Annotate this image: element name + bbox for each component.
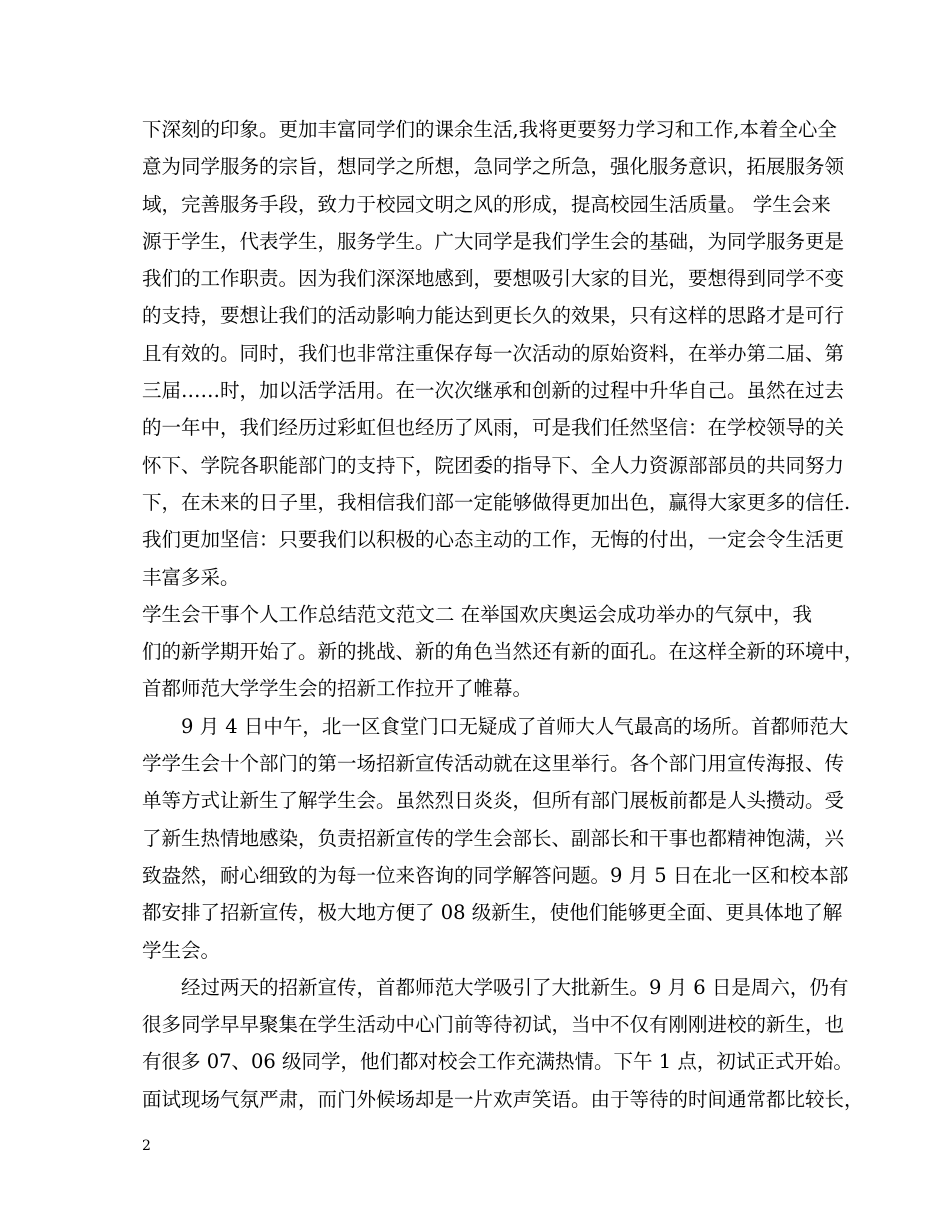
text-line: 首都师范大学学生会的招新工作拉开了帷幕。 <box>142 677 533 701</box>
text-line: 都安排了招新宣传，极大地方便了 08 级新生，使他们能够更全面、更具体地了解 <box>142 901 843 925</box>
text-line: 有很多 07、06 级同学，他们都对校会工作充满热情。下午 1 点，初试正式开始。 <box>142 1050 853 1074</box>
text-line: 们的新学期开始了。新的挑战、新的角色当然还有新的面孔。在这样全新的环境中， <box>142 640 864 664</box>
text-line: 面试现场气氛严肃，而门外候场却是一片欢声笑语。由于等待的时间通常都比较长， <box>142 1087 864 1111</box>
text-line: 下深刻的印象。更加丰富同学们的课余生活,我将更要努力学习和工作,本着全心全 <box>142 118 837 141</box>
text-line: 丰富多采。 <box>142 565 240 589</box>
text-line: 且有效的。同时，我们也非常注重保存每一次活动的原始资料，在举办第二届、第 <box>142 341 845 365</box>
paragraph-first-line: 9 月 4 日中午，北一区食堂门口无疑成了首师大人气最高的场所。首都师范大 <box>181 714 849 738</box>
text-line: 意为同学服务的宗旨，想同学之所想，急同学之所急，强化服务意识，拓展服务领 <box>142 155 845 179</box>
page-number: 2 <box>142 1138 151 1154</box>
text-line: 学学生会十个部门的第一场招新宣传活动就在这里举行。各个部门用宣传海报、传 <box>142 752 845 776</box>
text-line: 的支持，要想让我们的活动影响力能达到更长久的效果，只有这样的思路才是可行 <box>142 304 845 328</box>
text-line: 了新生热情地感染，负责招新宣传的学生会部长、副部长和干事也都精神饱满，兴 <box>142 826 845 850</box>
text-line: 的一年中，我们经历过彩虹但也经历了风雨，可是我们任然坚信：在学校领导的关 <box>142 416 845 440</box>
text-line: 我们更加坚信：只要我们以积极的心态主动的工作，无悔的付出，一定会令生活更 <box>142 528 845 552</box>
text-line: 我们的工作职责。因为我们深深地感到，要想吸引大家的目光，要想得到同学不变 <box>142 267 845 291</box>
text-line: 怀下、学院各职能部门的支持下，院团委的指导下、全人力资源部部员的共同努力 <box>142 453 845 477</box>
text-line: 源于学生，代表学生，服务学生。广大同学是我们学生会的基础，为同学服务更是 <box>142 229 845 253</box>
text-line: 致盎然，耐心细致的为每一位来咨询的同学解答问题。9 月 5 日在北一区和校本部 <box>142 863 849 887</box>
body-text <box>142 111 864 1118</box>
paragraph-first-line: 经过两天的招新宣传，首都师范大学吸引了大批新生。9 月 6 日是周六，仍有 <box>181 975 849 999</box>
text-line: 学生会。 <box>142 938 221 962</box>
text-line: 三届……时，加以活学活用。在一次次继承和创新的过程中升华自己。虽然在过去 <box>142 379 845 403</box>
text-line: 很多同学早早聚集在学生活动中心门前等待初试，当中不仅有刚刚进校的新生，也 <box>142 1013 845 1037</box>
text-line: 域，完善服务手段，致力于校园文明之风的形成，提高校园生活质量。 学生会来 <box>142 192 831 216</box>
section-heading-line: 学生会干事个人工作总结范文范文二 在举国欢庆奥运会成功举办的气氛中，我 <box>142 602 812 626</box>
text-line: 单等方式让新生了解学生会。虽然烈日炎炎，但所有部门展板前都是人头攒动。受 <box>142 789 845 813</box>
text-line: 下，在未来的日子里，我相信我们部一定能够做得更加出色，赢得大家更多的信任. <box>142 490 851 514</box>
